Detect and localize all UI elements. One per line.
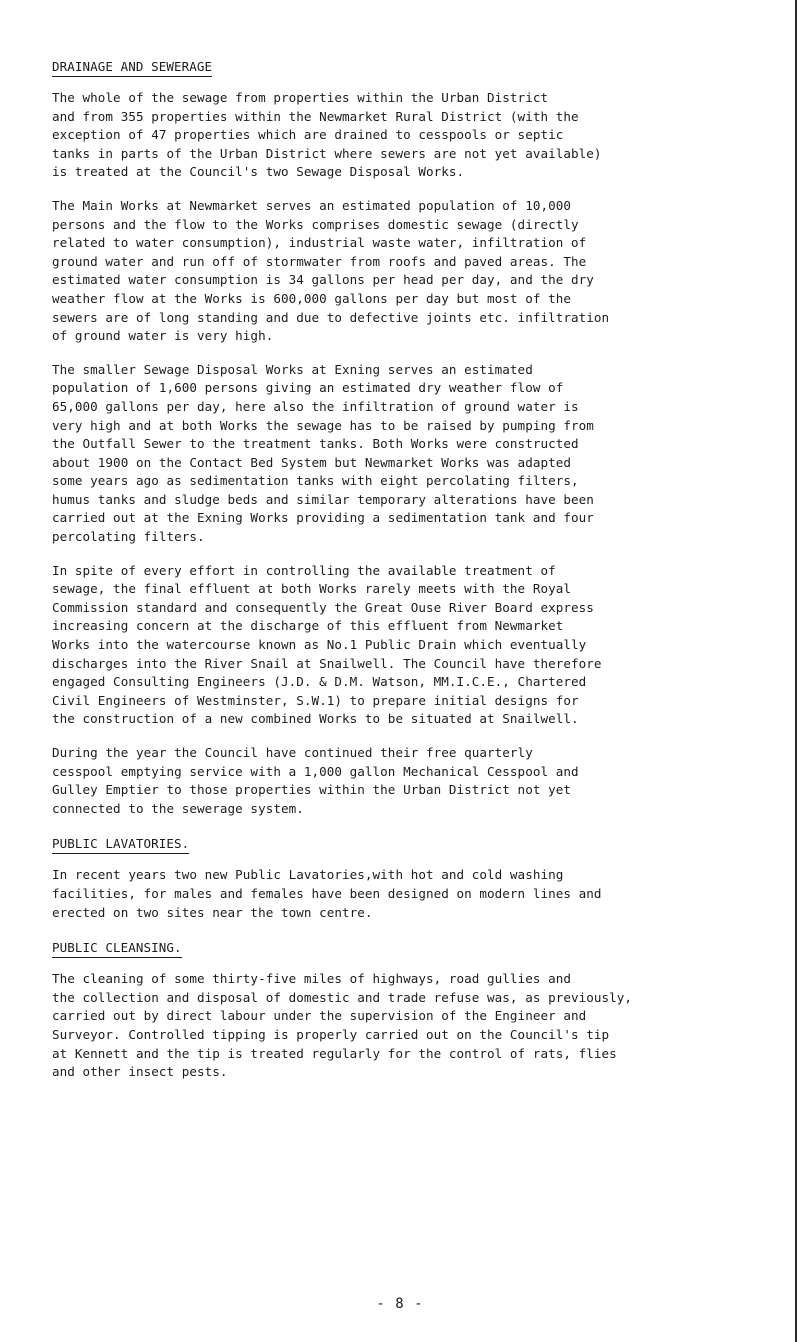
paragraph-drainage-1: The whole of the sewage from properties within the Urban District and from 355 properties within the Newmarket Rural District (with the exception of 47 properties which are drained to cesspools or septic tanks in parts of the Urban District where sewers are not yet available) is treated at the Council's two Sewage Disposal Works. <box>52 90 602 180</box>
paragraph-drainage-5: During the year the Council have continued their free quarterly cesspool emptying service with a 1,000 gallon Mechanical Cesspool and Gulley Emptier to those properties within the Urban District not yet connected to the sewerage system. <box>52 745 579 816</box>
page-edge-line <box>795 0 797 1342</box>
section-heading-drainage: DRAINAGE AND SEWERAGE <box>52 58 212 77</box>
paragraph-drainage-4: In spite of every effort in controlling the available treatment of sewage, the final effluent at both Works rarely meets with the Royal Commission standard and consequently the Great Ouse River Board express increasing concern at the discharge of this effluent from Newmarket Works into the watercourse known as No.1 Public Drain which eventually discharges into the River Snail at Snailwell. The Council have therefore engaged Consulting Engineers (J.D. & D.M. Watson, MM.I.C.E., Chartered Civil Engineers of Westminster, S.W.1) to prepare initial designs for the construction of a new combined Works to be situated at Snailwell. <box>52 562 602 727</box>
section-heading-cleansing: PUBLIC CLEANSING. <box>52 939 182 958</box>
paragraph-drainage-3: The smaller Sewage Disposal Works at Exning serves an estimated population of 1,600 persons giving an estimated dry weather flow of 65,000 gallons per day, here also the infiltration of ground water is very high and at both Works the sewage has to be raised by pumping from the Outfall Sewer to the treatment tanks. Both Works were constructed about 1900 on the Contact Bed System but Newmarket Works was adapted some years ago as sedimentation tanks with eight percolating filters, humus tanks and sludge beds and similar temporary alterations have been carried out at the Exning Works providing a sedimentation tank and four percolating filters. <box>52 361 594 545</box>
section-public-cleansing <box>52 937 794 1082</box>
section-drainage <box>52 56 794 818</box>
page-number: - 8 - <box>376 1296 424 1312</box>
paragraph-drainage-2: The Main Works at Newmarket serves an estimated population of 10,000 persons and the flow to the Works comprises domestic sewage (directly related to water consumption), industrial waste water, infiltration of ground water and run off of stormwater from roofs and paved areas. The estimated water consumption is 34 gallons per head per day, and the dry weather flow at the Works is 600,000 gallons per day but most of the sewers are of long standing and due to defective joints etc. infiltration of ground water is very high. <box>52 197 610 344</box>
document-page <box>52 48 794 1097</box>
paragraph-lavatories-1: In recent years two new Public Lavatories,with hot and cold washing facilities, for males and females have been designed on modern lines and erected on two sites near the town centre. <box>52 867 602 920</box>
section-public-lavatories <box>52 833 794 922</box>
section-heading-lavatories: PUBLIC LAVATORIES. <box>52 835 189 854</box>
paragraph-cleansing-1: The cleaning of some thirty-five miles of highways, road gullies and the collection and disposal of domestic and trade refuse was, as previously, carried out by direct labour under the supervision of the Engineer and Surveyor. Controlled tipping is properly carried out on the Council's tip at Kennett and the tip is treated regularly for the control of rats, flies and other insect pests. <box>52 971 633 1080</box>
